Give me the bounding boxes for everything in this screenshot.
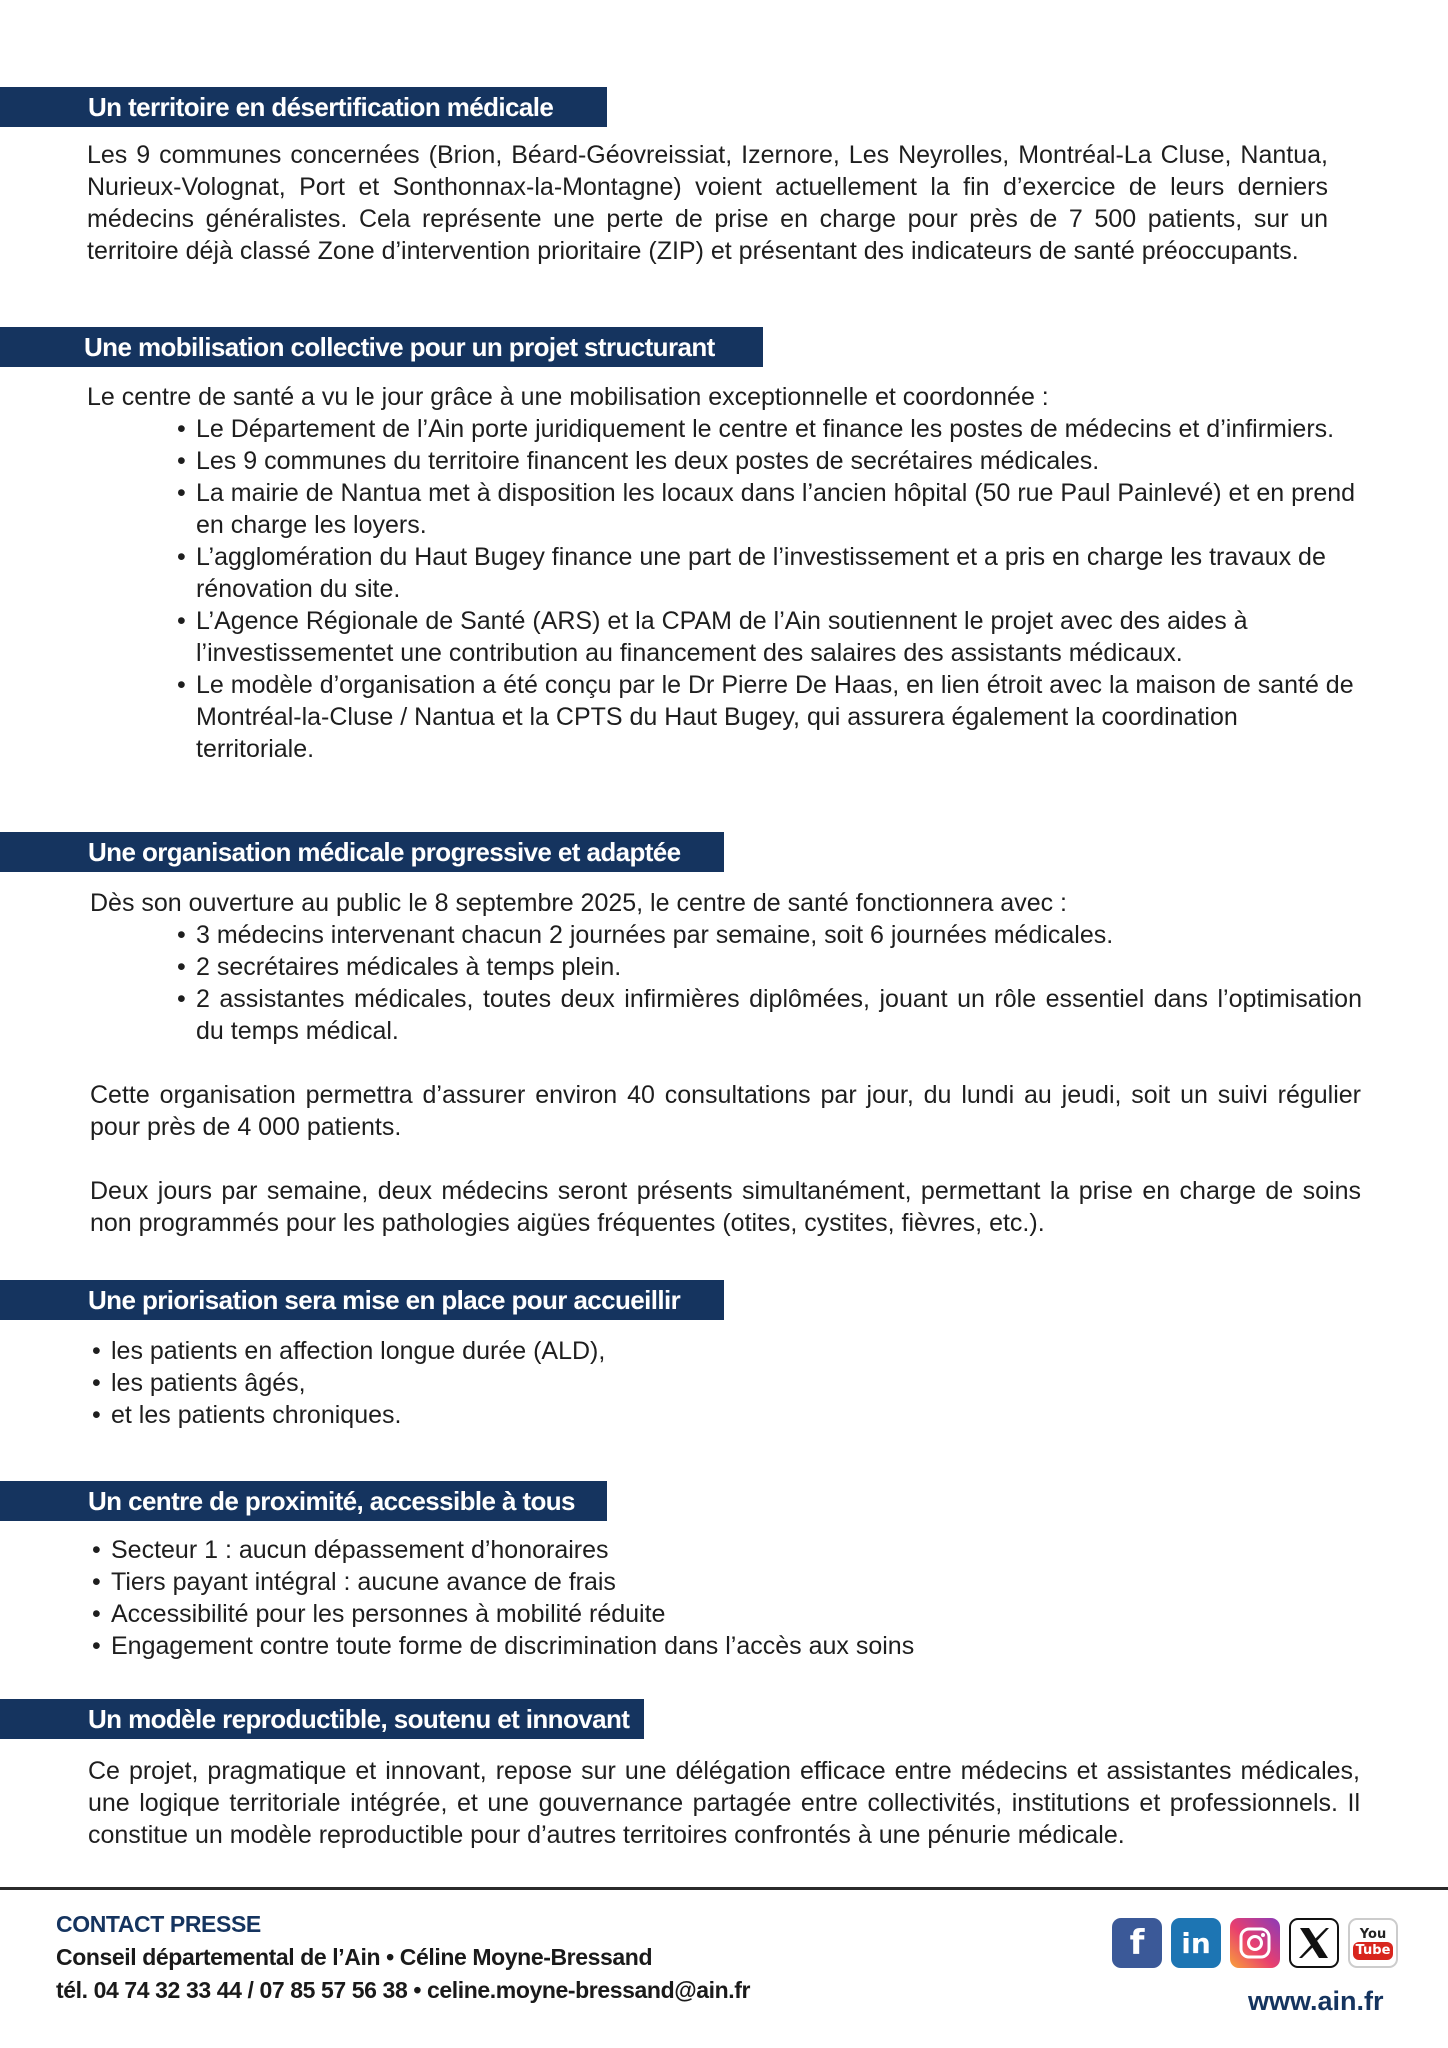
- linkedin-icon[interactable]: [1171, 1918, 1221, 1968]
- list-item: • La mairie de Nantua met à disposition les locaux dans l’ancien hôpital (50 rue Paul Painlevé) et en prend en charge les loyers.: [196, 477, 1362, 541]
- list-item: • 2 secrétaires médicales à temps plein.: [196, 951, 1362, 983]
- bullet-list: [196, 919, 1362, 1047]
- list-item: • Engagement contre toute forme de discrimination dans l’accès aux soins: [111, 1630, 1311, 1662]
- section-heading: Une mobilisation collective pour un projet structurant: [0, 327, 763, 367]
- list-item: • Le modèle d’organisation a été conçu par le Dr Pierre De Haas, en lien étroit avec la maison de santé de Montréal-la-Cluse / Nantua et la CPTS du Haut Bugey, qui assurera également la coordination territoriale.: [196, 669, 1362, 765]
- bullet-list: [111, 1534, 1311, 1662]
- x-glyph: [1295, 1924, 1333, 1962]
- press-contact: [56, 1908, 750, 2007]
- section-paragraph: Cette organisation permettra d’assurer environ 40 consultations par jour, du lundi au jeudi, soit un suivi régulier pour près de 4 000 patients.: [90, 1081, 1361, 1141]
- section-heading: Une priorisation sera mise en place pour accueillir: [0, 1280, 724, 1320]
- list-item: • Les 9 communes du territoire financent les deux postes de secrétaires médicales.: [196, 445, 1362, 477]
- section-paragraph: Les 9 communes concernées (Brion, Béard-Géovreissiat, Izernore, Les Neyrolles, Montréal-La Cluse, Nantua, Nurieux-Volognat, Port et Sonthonnax-la-Montagne) voient actuellement la fin d’exercice de leurs derniers médecins généralistes. Cela représente une perte de prise en charge pour près de 7 500 patients, sur un territoire déjà classé Zone d’intervention prioritaire (ZIP) et présentant des indicateurs de santé préoccupants.: [87, 141, 1328, 265]
- section-paragraph: Deux jours par semaine, deux médecins seront présents simultanément, permettant la prise en charge de soins non programmés pour les pathologies aigües fréquentes (otites, cystites, fièvres, etc.).: [90, 1177, 1361, 1237]
- section-modele: [0, 1699, 1448, 1849]
- section-intro: Le centre de santé a vu le jour grâce à une mobilisation exceptionnelle et coordonnée :: [87, 383, 1049, 411]
- instagram-glyph: [1237, 1925, 1273, 1961]
- section-heading: Un territoire en désertification médicale: [0, 87, 607, 127]
- list-item: • L’agglomération du Haut Bugey finance une part de l’investissement et a pris en charge les travaux de rénovation du site.: [196, 541, 1362, 605]
- bullet-list: [111, 1335, 1311, 1431]
- facebook-glyph: f: [1129, 1923, 1145, 1963]
- youtube-you: You: [1359, 1926, 1387, 1942]
- section-organisation: [0, 832, 1448, 1237]
- youtube-tube: Tube: [1353, 1942, 1394, 1960]
- list-item: • les patients en affection longue durée (ALD),: [111, 1335, 1311, 1367]
- section-proximite: [0, 1481, 1448, 1660]
- list-item: • Tiers payant intégral : aucune avance de frais: [111, 1566, 1311, 1598]
- list-item: • 2 assistantes médicales, toutes deux infirmières diplômées, jouant un rôle essentiel dans l’optimisation du temps médical.: [196, 983, 1362, 1047]
- list-item: • L’Agence Régionale de Santé (ARS) et la CPAM de l’Ain soutiennent le projet avec des aides à l’investissementet une contribution au financement des salaires des assistants médicaux.: [196, 605, 1362, 669]
- list-item: • 3 médecins intervenant chacun 2 journées par semaine, soit 6 journées médicales.: [196, 919, 1362, 951]
- social-links: [1112, 1918, 1398, 1968]
- section-priorisation: [0, 1280, 1448, 1429]
- section-paragraph: Ce projet, pragmatique et innovant, repose sur une délégation efficace entre médecins et assistantes médicales, une logique territoriale intégrée, et une gouvernance partagée entre collectivités, institutions et professionnels. Il constitue un modèle reproductible pour d’autres territoires confrontés à une pénurie médicale.: [88, 1757, 1360, 1849]
- instagram-icon[interactable]: [1230, 1918, 1280, 1968]
- list-item: • et les patients chroniques.: [111, 1399, 1311, 1431]
- bullet-list: [196, 413, 1362, 765]
- x-twitter-icon[interactable]: [1289, 1918, 1339, 1968]
- section-heading: Une organisation médicale progressive et adaptée: [0, 832, 724, 872]
- contact-organisation: Conseil départemental de l’Ain • Céline Moyne-Bressand: [56, 1944, 653, 1970]
- website-link[interactable]: www.ain.fr: [1248, 1986, 1384, 2016]
- youtube-icon[interactable]: [1348, 1918, 1398, 1968]
- section-desertification: [0, 87, 1448, 265]
- section-heading: Un modèle reproductible, soutenu et innovant: [0, 1699, 644, 1739]
- contact-details: tél. 04 74 32 33 44 / 07 85 57 56 38 • celine.moyne-bressand@ain.fr: [56, 1977, 751, 2003]
- list-item: • Le Département de l’Ain porte juridiquement le centre et finance les postes de médecins et d’infirmiers.: [196, 413, 1362, 445]
- section-intro: Dès son ouverture au public le 8 septembre 2025, le centre de santé fonctionnera avec :: [90, 889, 1067, 917]
- list-item: • Secteur 1 : aucun dépassement d’honoraires: [111, 1534, 1311, 1566]
- list-item: • Accessibilité pour les personnes à mobilité réduite: [111, 1598, 1311, 1630]
- contact-title: CONTACT PRESSE: [56, 1911, 261, 1937]
- list-item: • les patients âgés,: [111, 1367, 1311, 1399]
- section-heading: Un centre de proximité, accessible à tous: [0, 1481, 607, 1521]
- facebook-icon[interactable]: [1112, 1918, 1162, 1968]
- footer-divider: [0, 1887, 1448, 1890]
- section-mobilisation: [0, 327, 1448, 763]
- linkedin-glyph: in: [1181, 1926, 1211, 1960]
